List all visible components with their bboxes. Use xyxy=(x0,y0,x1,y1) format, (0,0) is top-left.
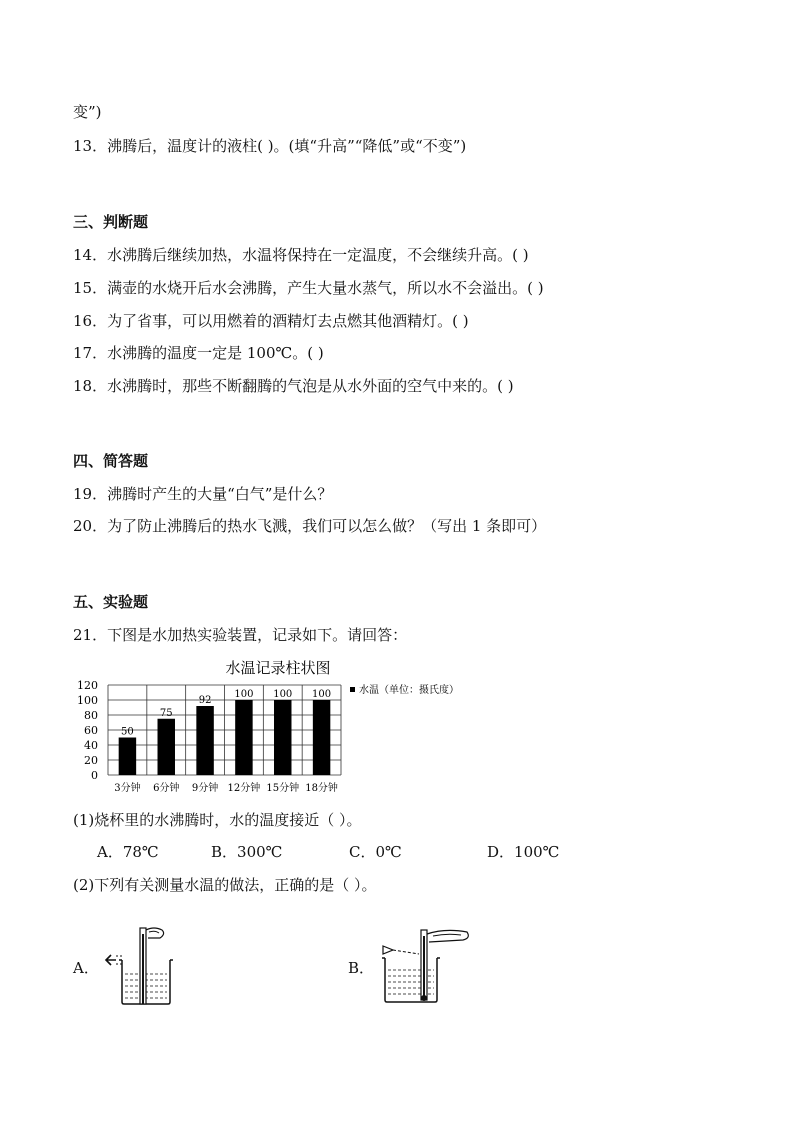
y-tick-label: 0 xyxy=(91,769,98,782)
option-1a[interactable]: A．78℃ xyxy=(97,843,159,861)
bar-data-label: 50 xyxy=(121,726,134,738)
legend-label: 水温（单位：摄氏度） xyxy=(359,685,459,696)
x-tick-label: 3分钟 xyxy=(114,783,141,794)
bar xyxy=(196,706,213,775)
option-2a-figure[interactable] xyxy=(102,924,174,1008)
x-tick-label: 15分钟 xyxy=(266,783,300,794)
y-tick-label: 20 xyxy=(84,754,98,767)
question-18: 18．水沸腾时，那些不断翻腾的气泡是从水外面的空气中来的。( ) xyxy=(73,377,514,395)
chart-title: 水温记录柱状图 xyxy=(225,659,331,677)
bar xyxy=(313,700,330,775)
question-16: 16．为了省事，可以用燃着的酒精灯去点燃其他酒精灯。( ) xyxy=(73,312,469,330)
option-1d[interactable]: D．100℃ xyxy=(487,843,560,861)
bar-data-label: 100 xyxy=(234,689,254,700)
option-1c[interactable]: C．0℃ xyxy=(349,843,402,861)
option-2a-label[interactable]: A． xyxy=(73,959,99,977)
bar xyxy=(235,700,252,775)
sub-question-2: (2)下列有关测量水温的做法，正确的是（ ）。 xyxy=(73,876,377,894)
bar-data-label: 75 xyxy=(159,707,173,719)
y-tick-label: 80 xyxy=(84,709,98,722)
option-1b[interactable]: B．300℃ xyxy=(211,843,283,861)
bar xyxy=(274,700,291,775)
water-temperature-bar-chart xyxy=(70,655,490,800)
option-2b-figure[interactable] xyxy=(375,924,473,1008)
bar-data-label: 100 xyxy=(273,689,293,700)
question-19: 19．沸腾时产生的大量“白气”是什么？ xyxy=(73,485,333,503)
legend-swatch xyxy=(350,687,355,692)
question-21: 21．下图是水加热实验装置，记录如下。请回答： xyxy=(73,626,408,644)
y-tick-label: 120 xyxy=(77,679,98,692)
bar-data-label: 92 xyxy=(198,695,212,706)
x-tick-label: 12分钟 xyxy=(227,783,261,794)
y-tick-label: 100 xyxy=(77,694,98,707)
x-tick-label: 9分钟 xyxy=(191,783,219,794)
y-tick-label: 60 xyxy=(84,724,98,737)
question-13: 13．沸腾后，温度计的液柱( )。(填“升高”“降低”或“不变”) xyxy=(73,137,467,155)
line-prev-cont: 变”) xyxy=(73,103,102,121)
y-tick-label: 40 xyxy=(84,739,98,752)
question-17: 17．水沸腾的温度一定是 100℃。( ) xyxy=(73,344,324,362)
section-heading-judgement: 三、判断题 xyxy=(73,213,149,231)
question-20: 20．为了防止沸腾后的热水飞溅，我们可以怎么做？（写出 1 条即可） xyxy=(73,517,547,535)
section-heading-short-answer: 四、简答题 xyxy=(73,452,149,470)
question-15: 15．满壶的水烧开后水会沸腾，产生大量水蒸气，所以水不会溢出。( ) xyxy=(73,279,544,297)
x-tick-label: 18分钟 xyxy=(305,783,338,794)
section-heading-experiment: 五、实验题 xyxy=(73,593,149,611)
bar xyxy=(158,719,175,775)
question-14: 14．水沸腾后继续加热，水温将保持在一定温度，不会继续升高。( ) xyxy=(73,246,529,264)
bar-data-label: 100 xyxy=(312,689,332,700)
x-tick-label: 6分钟 xyxy=(153,783,180,794)
sub-question-1: (1)烧杯里的水沸腾时，水的温度接近（ ）。 xyxy=(73,811,362,829)
bar xyxy=(119,738,136,776)
option-2b-label[interactable]: B． xyxy=(348,959,375,977)
